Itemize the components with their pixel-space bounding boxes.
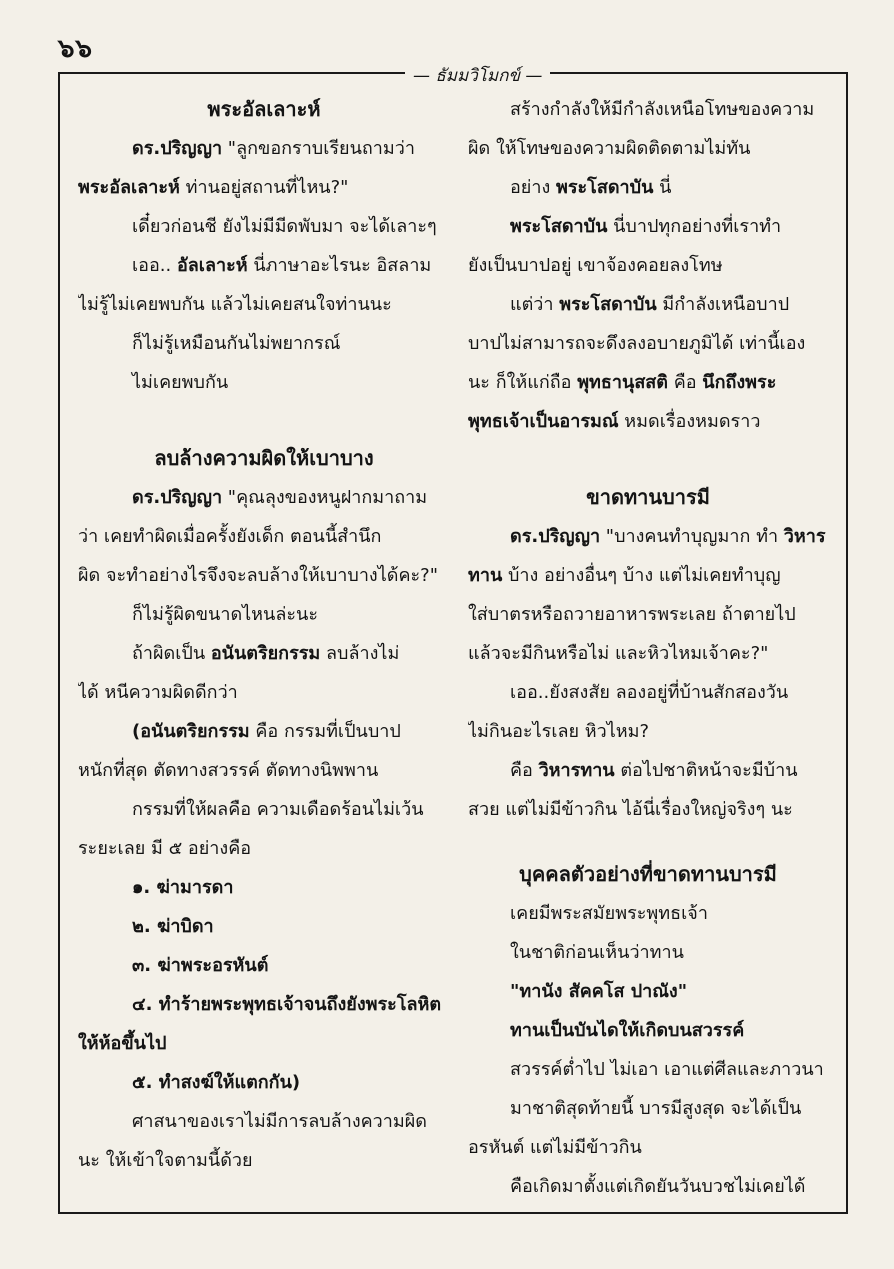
paragraph-line — [78, 634, 450, 673]
bold-term: วิหาร — [783, 526, 826, 547]
paragraph-line — [78, 129, 450, 168]
paragraph-line — [468, 402, 828, 441]
list-item: ๓. ฆ่าพระอรหันต์ — [132, 955, 269, 976]
text-span: ( — [132, 721, 141, 742]
paragraph-line — [78, 246, 450, 285]
text-span: ) — [291, 1072, 301, 1093]
text-span: อย่าง — [510, 177, 556, 198]
list-item — [78, 1063, 450, 1102]
paragraph-line: ก็ไม่รู้ผิดขนาดไหนล่ะนะ — [132, 604, 319, 625]
text-span: นี่ — [653, 177, 672, 198]
paragraph-line: บาปไม่สามารถจะดึงลงอบายภูมิได้ เท่านี้เอง — [468, 333, 806, 354]
paragraph-line — [468, 285, 828, 324]
bold-term: พุทธเจ้าเป็นอารมณ์ — [468, 411, 619, 432]
bold-term: พระโสดาบัน — [555, 177, 654, 198]
text-span: "คุณลุงของหนูฝากมาถาม — [222, 487, 428, 508]
section-heading: พระอัลเลาะห์ — [207, 97, 321, 121]
paragraph-line: ศาสนาของเราไม่มีการลบล้างความผิด — [132, 1111, 427, 1132]
bold-term: อนันตริยกรรม — [210, 643, 321, 664]
paragraph-line: ผิด ให้โทษของความผิดติดตามไม่ทัน — [468, 138, 751, 159]
paragraph-line — [468, 556, 828, 595]
paragraph-line: ในชาติก่อนเห็นว่าทาน — [510, 942, 684, 963]
paragraph-line: ไม่รู้ไม่เคยพบกัน แล้วไม่เคยสนใจท่านนะ — [78, 294, 392, 315]
paragraph-line: สร้างกำลังให้มีกำลังเหนือโทษของความ — [510, 99, 815, 120]
list-item-continuation: ให้ห้อขึ้นไป — [78, 1033, 167, 1054]
paragraph-line: อรหันต์ แต่ไม่มีข้าวกิน — [468, 1137, 642, 1158]
section-heading: บุคคลตัวอย่างที่ขาดทานบารมี — [519, 862, 777, 886]
paragraph-line — [468, 207, 828, 246]
bold-term: นึกถึงพระ — [702, 372, 777, 393]
text-span: คือ — [667, 372, 703, 393]
running-head-title: ธัมมวิโมกข์ — [435, 66, 520, 86]
paragraph-line — [78, 168, 450, 207]
section-heading: ขาดทานบารมี — [586, 485, 710, 509]
page-number: ๖๖ — [58, 34, 94, 64]
speaker-name: ดร.ปริญญา — [132, 138, 223, 159]
paragraph-line: ใส่บาตรหรือถวายอาหารพระเลย ถ้าตายไป — [468, 604, 796, 625]
text-span: ลบล้างไม่ — [320, 643, 400, 664]
text-span: ต่อไปชาติหน้าจะมีบ้าน — [614, 760, 798, 781]
spacer — [468, 441, 828, 478]
text-span: เออ.. — [132, 255, 177, 276]
paragraph-line: เคยมีพระสมัยพระพุทธเจ้า — [510, 903, 708, 924]
bold-term: พระอัลเลาะห์ — [78, 177, 180, 198]
paragraph-line: ว่า เคยทำผิดเมื่อครั้งยังเด็ก ตอนนี้สำนึก — [78, 526, 382, 547]
text-span: บ้าง อย่างอื่นๆ บ้าง แต่ไม่เคยทำบุญ — [502, 565, 781, 586]
text-span: "บางคนทำบุญมาก ทำ — [600, 526, 784, 547]
spacer — [468, 829, 828, 855]
bold-term: พระโสดาบัน — [559, 294, 657, 315]
text-span: คือ — [510, 760, 539, 781]
bold-term: ทาน — [468, 565, 503, 586]
paragraph-line: คือเกิดมาตั้งแต่เกิดยันวันบวชไม่เคยได้ — [510, 1176, 806, 1197]
right-column — [468, 90, 828, 1206]
bold-term: อัลเลาะห์ — [176, 255, 248, 276]
paragraph-line: แล้วจะมีกินหรือไม่ และหิวไหมเจ้าคะ?" — [468, 643, 769, 664]
bold-term: อนันตริยกรรม — [140, 721, 250, 742]
paragraph-line: สวรรค์ต่ำไป ไม่เอา เอาแต่ศีลและภาวนา — [510, 1059, 824, 1080]
text-span: นี่ภาษาอะไรนะ อิสลาม — [247, 255, 432, 276]
pali-quote: "ทานัง สัคคโส ปาณัง" — [510, 981, 688, 1002]
speaker-name: ดร.ปริญญา — [132, 487, 223, 508]
paragraph-line — [468, 363, 828, 402]
text-span: คือ กรรมที่เป็นบาป — [249, 721, 401, 742]
paragraph-line: ได้ หนีความผิดดีกว่า — [78, 682, 238, 703]
text-span: นะ ก็ให้แก่ถือ — [468, 372, 578, 393]
text-span: แต่ว่า — [510, 294, 560, 315]
paragraph-line: เดี๋ยวก่อนชี ยังไม่มีมีดพับมา จะได้เลาะๆ — [132, 216, 437, 237]
list-item: ๔. ทำร้ายพระพุทธเจ้าจนถึงยังพระโลหิต — [132, 994, 442, 1015]
left-column — [78, 90, 450, 1180]
text-span: นี่บาปทุกอย่างที่เราทำ — [607, 216, 782, 237]
paragraph-line: ยังเป็นบาปอยู่ เขาจ้องคอยลงโทษ — [468, 255, 723, 276]
text-span: หมดเรื่องหมดราว — [618, 411, 761, 432]
paragraph-line: ไม่กินอะไรเลย หิวไหม? — [468, 721, 650, 742]
quote-translation: ทานเป็นบันไดให้เกิดบนสวรรค์ — [510, 1020, 745, 1041]
speaker-name: ดร.ปริญญา — [510, 526, 601, 547]
bold-term: วิหารทาน — [538, 760, 615, 781]
paragraph-line: สวย แต่ไม่มีข้าวกิน ไอ้นี่เรื่องใหญ่จริงๆ นะ — [468, 799, 793, 820]
list-item: ๒. ฆ่าบิดา — [132, 916, 214, 937]
paragraph-line: ระยะเลย มี ๕ อย่างคือ — [78, 838, 252, 859]
text-span: มีกำลังเหนือบาป — [656, 294, 790, 315]
bold-term: พุทธานุสสติ — [577, 372, 668, 393]
paragraph-line — [468, 168, 828, 207]
text-span: ถ้าผิดเป็น — [132, 643, 211, 664]
bold-term: พระโสดาบัน — [510, 216, 608, 237]
paragraph-line — [468, 517, 828, 556]
section-heading: ลบล้างความผิดให้เบาบาง — [154, 446, 374, 470]
paragraph-line: นะ ให้เข้าใจตามนี้ด้วย — [78, 1150, 253, 1171]
running-head: — ธัมมวิโมกข์ — — [405, 62, 550, 89]
paragraph-line — [78, 712, 450, 751]
spacer — [78, 402, 450, 439]
paragraph-line: เออ..ยังสงสัย ลองอยู่ที่บ้านสักสองวัน — [510, 682, 789, 703]
paragraph-line: กรรมที่ให้ผลคือ ความเดือดร้อนไม่เว้น — [132, 799, 424, 820]
list-item: ๑. ฆ่ามารดา — [132, 877, 234, 898]
paragraph-line: ผิด จะทำอย่างไรจึงจะลบล้างให้เบาบางได้คะ?" — [78, 565, 438, 586]
paragraph-line: ไม่เคยพบกัน — [132, 372, 229, 393]
text-span: ๕. ทำสงฆ์ให้แตกกัน — [132, 1072, 292, 1093]
paragraph-line — [468, 751, 828, 790]
text-span: "ลูกขอกราบเรียนถามว่า — [222, 138, 415, 159]
paragraph-line: หนักที่สุด ตัดทางสวรรค์ ตัดทางนิพพาน — [78, 760, 379, 781]
paragraph-line — [78, 478, 450, 517]
paragraph-line: ก็ไม่รู้เหมือนกันไม่พยากรณ์ — [132, 333, 341, 354]
text-span: ท่านอยู่สถานที่ไหน?" — [179, 177, 349, 198]
paragraph-line: มาชาติสุดท้ายนี้ บารมีสูงสุด จะได้เป็น — [510, 1098, 802, 1119]
